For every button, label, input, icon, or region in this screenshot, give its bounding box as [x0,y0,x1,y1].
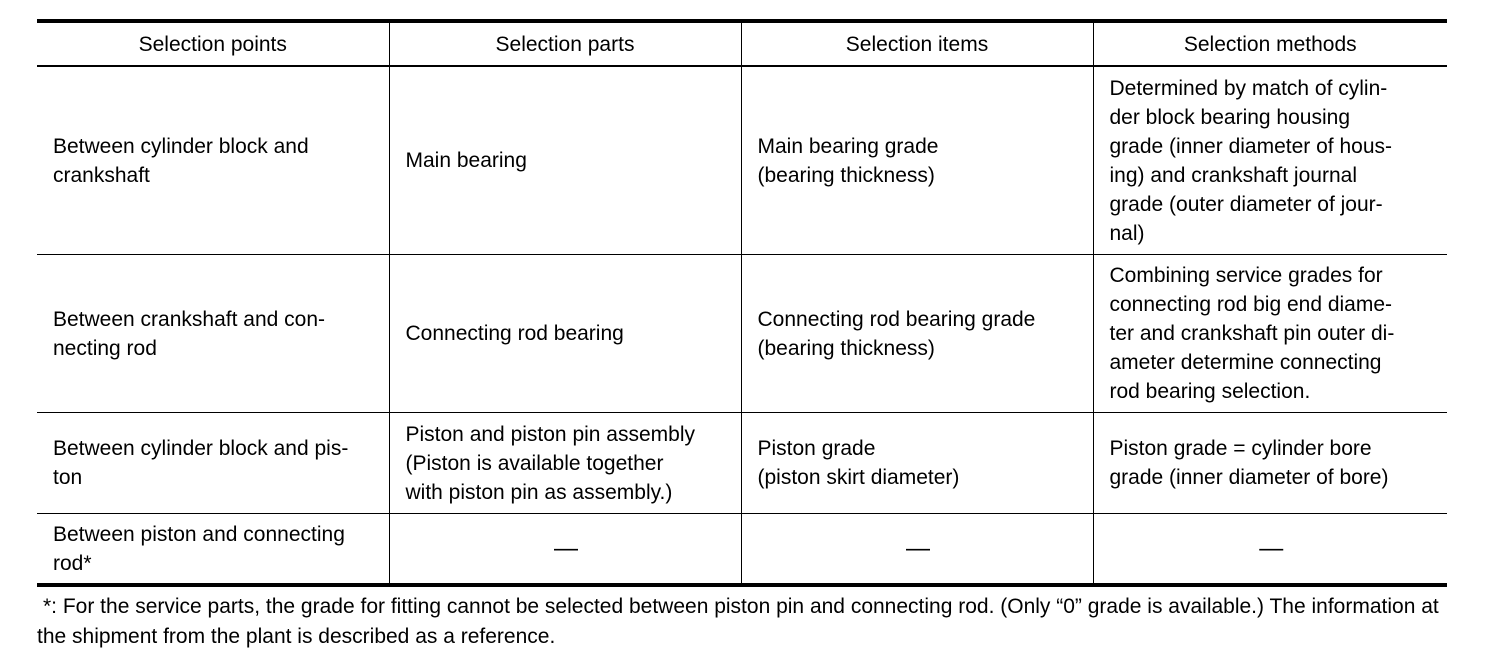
header-selection-items: Selection items [741,21,1093,66]
cell-selection-point: Between crankshaft and con- necting rod [37,255,389,413]
header-row [37,21,1447,66]
cell-selection-part: Main bearing [389,66,741,255]
table-row [37,413,1447,514]
selection-table [37,19,1447,587]
cell-selection-point: Between cylinder block and pis- ton [37,413,389,514]
cell-selection-item: Connecting rod bearing grade (bearing thickness) [741,255,1093,413]
cell-selection-method: Determined by match of cylin- der block bearing housing grade (inner diameter of hous- ing) and crankshaft journal grade (outer diameter of jour- nal) [1093,66,1447,255]
cell-selection-method: Combining service grades for connecting rod big end diame- ter and crankshaft pin outer di- ameter determine connecting rod bearing selection. [1093,255,1447,413]
cell-selection-point: Between piston and connecting rod* [37,514,389,586]
cell-selection-item: — [741,514,1093,586]
cell-selection-method: — [1093,514,1447,586]
header-selection-points: Selection points [37,21,389,66]
footnote: *: For the service parts, the grade for fitting cannot be selected between piston pin and connecting rod. (Only “0” grade is available.) The information at the shipment from the plant is described as a reference. [37,595,1439,648]
cell-selection-part: Connecting rod bearing [389,255,741,413]
table-row [37,514,1447,586]
cell-selection-method: Piston grade = cylinder bore grade (inner diameter of bore) [1093,413,1447,514]
header-selection-parts: Selection parts [389,21,741,66]
cell-selection-part: — [389,514,741,586]
table-row [37,66,1447,255]
cell-selection-part: Piston and piston pin assembly (Piston is available together with piston pin as assembly.) [389,413,741,514]
table-row [37,255,1447,413]
cell-selection-item: Main bearing grade (bearing thickness) [741,66,1093,255]
cell-selection-point: Between cylinder block and crankshaft [37,66,389,255]
cell-selection-item: Piston grade (piston skirt diameter) [741,413,1093,514]
header-selection-methods: Selection methods [1093,21,1447,66]
